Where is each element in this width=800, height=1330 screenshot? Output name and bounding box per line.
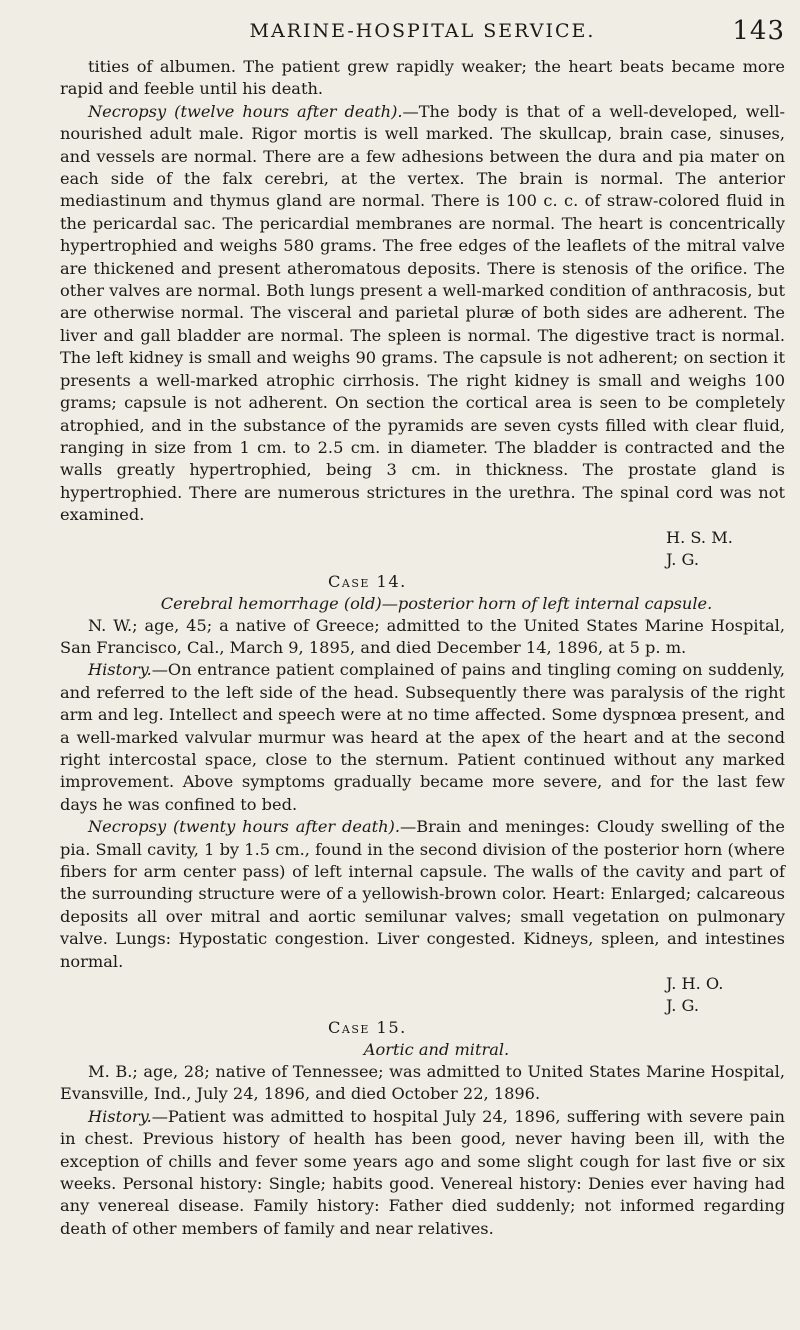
prev-case-paragraph-end: tities of albumen. The patient grew rapidly weaker; the heart beats became more rapid and feeble until his death. [60, 57, 785, 99]
history-text: —Patient was admitted to hospital July 24, 1896, suffering with severe pain in chest. Previous history of health has been good, never having been ill, with the exception of chills and fever some years ago and some slight cough for last five or six weeks. Personal history: Single; habits good. Venereal history: Denies ever having had any venereal disease. Family history: Father died suddenly; not informed regarding death of other members of family and near relatives. [60, 1106, 785, 1238]
necropsy-label: Necropsy (twenty hours after death). [88, 817, 401, 837]
case-subtitle: Cerebral hemorrhage (old)—posterior horn of left internal capsule. [160, 593, 713, 613]
case-subtitle: Aortic and mitral. [363, 1040, 510, 1060]
necropsy-text: —The body is that of a well-developed, well-nourished adult male. Rigor mortis is well marked. The skullcap, brain case, sinuses, and vessels are normal. There are a few adhesions between the dura and pia mater on each side of the falx cerebri, at the vertex. The brain is normal. The anterior mediastinum and thymus gland are normal. There is 100 c. c. of straw-colored fluid in the pericardal sac. The pericardial membranes are normal. The heart is concentrically hypertrophied and weighs 580 grams. The free edges of the leaflets of the mitral valve are thickened and present atheromatous deposits. There is stenosis of the orifice. The other valves are normal. Both lungs present a well-marked condition of anthracosis, but are otherwise normal. The visceral and parietal pluræ of both sides are adherent. The liver and gall bladder are normal. The spleen is normal. The digestive tract is normal. The left kidney is small and weighs 90 grams. The capsule is not adherent; on section it presents a well-marked atrophic cirrhosis. The right kidney is small and weighs 100 grams; capsule is not adherent. On section the cortical area is seen to be completely atrophied, and in the substance of the pyramids are seven cysts filled with clear fluid, ranging in size from 1 cm. to 2.5 cm. in diameter. The bladder is contracted and the walls greatly hypertrophied, being 3 cm. in thickness. The prostate gland is hypertrophied. There are numerous strictures in the urethra. The spinal cord was not examined. [60, 101, 785, 525]
necropsy-label: Necropsy (twelve hours after death). [88, 101, 403, 121]
case-intro-paragraph: M. B.; age, 28; native of Tennessee; was admitted to United States Marine Hospital, Evansville, Ind., July 24, 1896, and died October 22, 1896. [60, 1062, 785, 1104]
case-heading: Case 14. [328, 571, 407, 591]
signature-initials: J. G. [666, 549, 700, 569]
signature-initials: J. G. [666, 996, 700, 1016]
necropsy-text: —Brain and meninges: Cloudy swelling of the pia. Small cavity, 1 by 1.5 cm., found in the second division of the posterior horn (where fibers for arm center pass) of left internal capsule. The walls of the cavity and part of the surrounding structure were of a yellowish-brown color. Heart: Enlarged; calcareous deposits all over mitral and aortic semilunar valves; small vegetation on pulmonary valve. Lungs: Hypostatic congestion. Liver congested. Kidneys, spleen, and intestines normal. [60, 817, 785, 971]
case-heading: Case 15. [328, 1018, 407, 1038]
history-label: History. [88, 660, 152, 680]
history-paragraph [60, 659, 785, 816]
signature-initials: H. S. M. [666, 527, 733, 547]
signature-initials: J. H. O. [666, 974, 724, 994]
history-text: —On entrance patient complained of pains and tingling coming on suddenly, and referred to the left side of the head. Subsequently there was paralysis of the right arm and leg. Intellect and speech were at no time affected. Some dyspnœa present, and a well-marked valvular murmur was heard at the apex of the heart and at the second right intercostal space, close to the sternum. Patient continued without any marked improvement. Above symptoms gradually became more severe, and for the last few days he was confined to bed. [60, 660, 785, 814]
book-page [60, 16, 785, 1240]
history-label: History. [88, 1106, 152, 1126]
necropsy-paragraph [60, 816, 785, 973]
history-paragraph [60, 1106, 785, 1240]
case-intro-paragraph: N. W.; age, 45; a native of Greece; admitted to the United States Marine Hospital, San Francisco, Cal., March 9, 1895, and died December 14, 1896, at 5 p. m. [60, 615, 785, 657]
page-number: 143 [732, 16, 785, 46]
body-text [60, 56, 785, 1240]
prev-case-necropsy-paragraph [60, 101, 785, 527]
running-head-title: MARINE-HOSPITAL SERVICE. [249, 20, 596, 42]
running-head [60, 16, 785, 50]
